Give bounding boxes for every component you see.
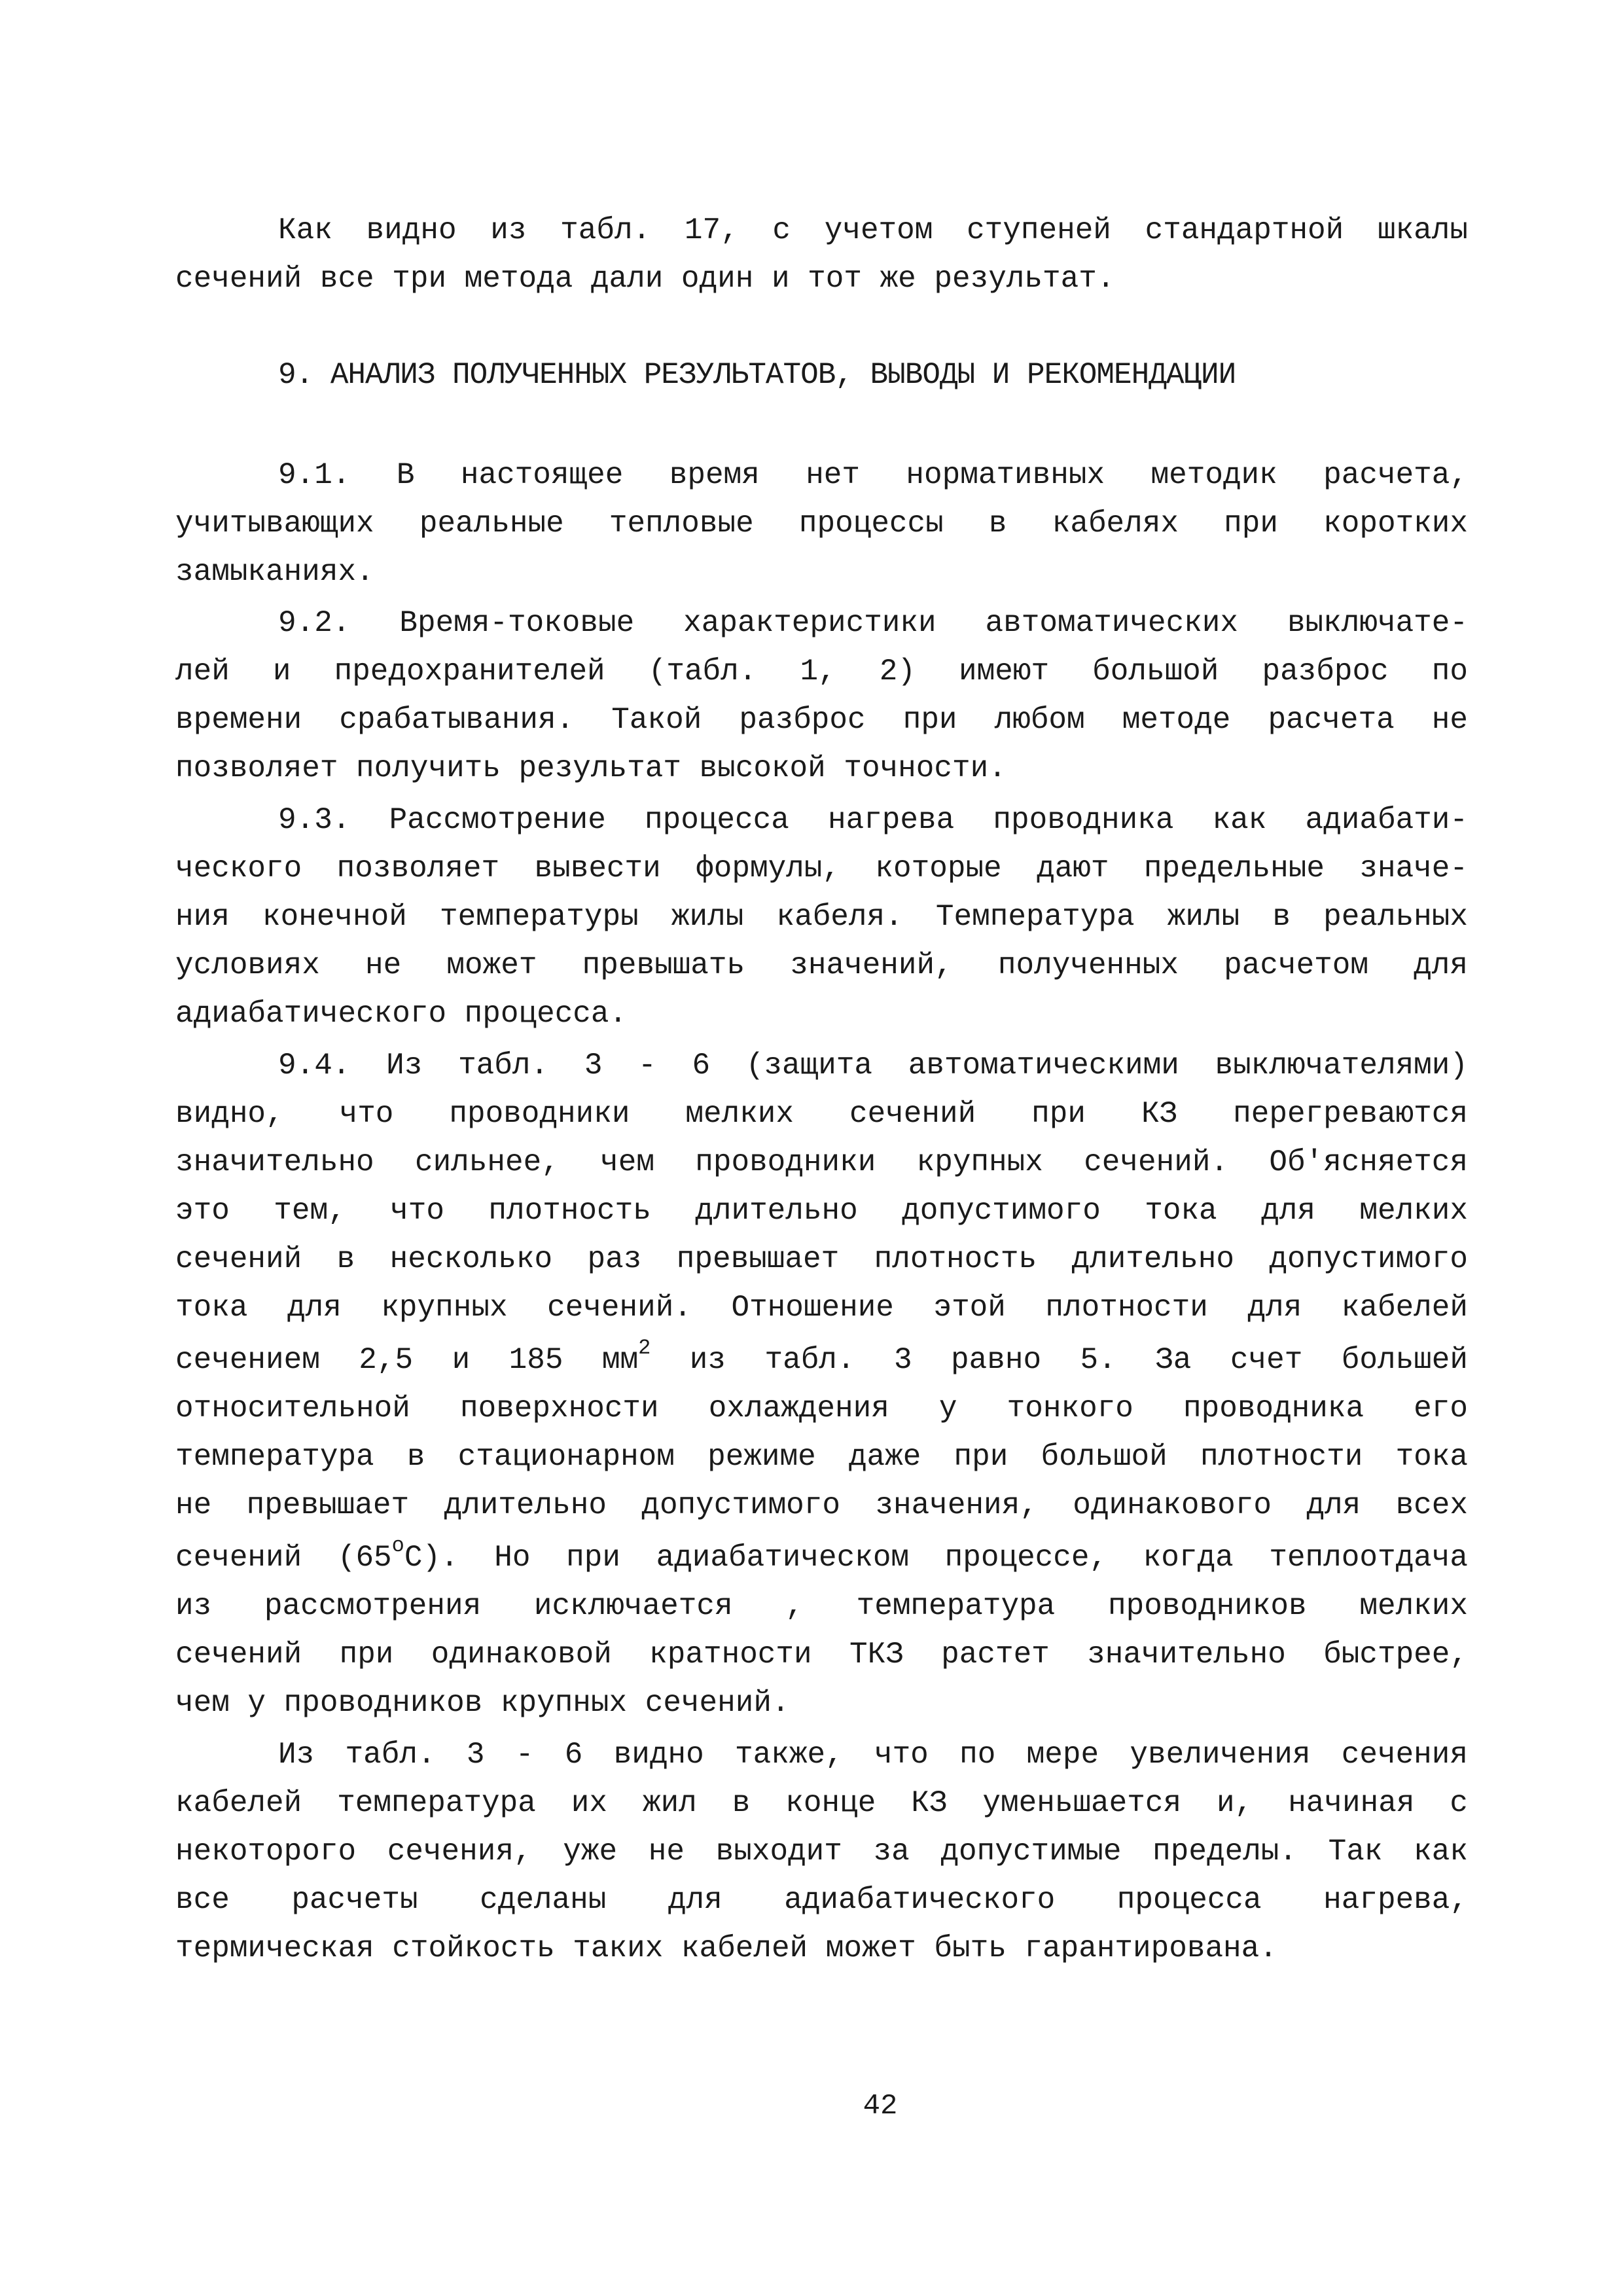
p94-line-10: не превышает длительно допустимого значения, одинакового для всех [175,1488,1468,1522]
p94-line-13: сечений при одинаковой кратности ТКЗ растет значительно быстрее, [175,1638,1468,1672]
p94-line-11-part-a: сечений (65 [175,1541,392,1575]
p94-line-9: температура в стационарном режиме даже при большой плотности тока [175,1440,1468,1474]
p95-line-5: термическая стойкость таких кабелей может быть гарантирована. [175,1931,1277,1965]
p94-line-12: из рассмотрения исключается , температура проводников мелких [175,1589,1468,1623]
page-number: 42 [863,2090,898,2123]
p91-line-3: замыканиях. [175,555,374,589]
p94-line-8: относительной поверхности охлаждения у тонкого проводника его [175,1391,1468,1426]
intro-line-2: сечений все три метода дали один и тот же результат. [175,262,1115,296]
p92-line-2: лей и предохранителей (табл. 1, 2) имеют большой разброс по [175,655,1468,689]
p95-line-2: кабелей температура их жил в конце КЗ уменьшается и, начиная с [175,1786,1468,1820]
p92-line-4: позволяет получить результат высокой точности. [175,751,1007,785]
p94-line-1: 9.4. Из табл. 3 - 6 (защита автоматическими выключателями) [278,1049,1468,1083]
p94-line-11-part-b: С). Но при адиабатическом процессе, когда теплоотдача [404,1541,1468,1575]
p94-line-7 [175,1336,1468,1378]
superscript-squared: 2 [638,1336,651,1360]
p92-line-1: 9.2. Время-токовые характеристики автоматических выключате- [278,606,1468,640]
p95-line-3: некоторого сечения, уже не выходит за допустимые пределы. Так как [175,1835,1468,1869]
p95-line-1: Из табл. 3 - 6 видно также, что по мере увеличения сечения [278,1738,1468,1772]
p93-line-2: ческого позволяет вывести формулы, которые дают предельные значе- [175,852,1468,886]
p94-line-7-part-b: из табл. 3 равно 5. За счет большей [651,1343,1468,1377]
p95-line-4: все расчеты сделаны для адиабатического процесса нагрева, [175,1883,1468,1917]
p92-line-3: времени срабатывания. Такой разброс при любом методе расчета не [175,703,1468,737]
p94-line-11 [175,1534,1468,1576]
p93-line-3: ния конечной температуры жилы кабеля. Температура жилы в реальных [175,900,1468,934]
p93-line-4: условиях не может превышать значений, полученных расчетом для [175,948,1468,982]
p91-line-2: учитывающих реальные тепловые процессы в кабелях при коротких [175,507,1468,541]
p94-line-7-part-a: сечением 2,5 и 185 мм [175,1343,639,1377]
p94-line-5: сечений в несколько раз превышает плотность длительно допустимого [175,1242,1468,1276]
superscript-degree: o [391,1534,404,1558]
intro-line-1: Как видно из табл. 17, с учетом ступеней стандартной шкалы [278,213,1468,247]
p94-line-2: видно, что проводники мелких сечений при КЗ перегреваются [175,1097,1468,1131]
p94-line-6: тока для крупных сечений. Отношение этой плотности для кабелей [175,1291,1468,1325]
p93-line-1: 9.3. Рассмотрение процесса нагрева проводника как адиабати- [278,803,1468,837]
section-heading: 9. АНАЛИЗ ПОЛУЧЕННЫХ РЕЗУЛЬТАТОВ, ВЫВОДЫ И РЕКОМЕНДАЦИИ [278,358,1236,392]
p94-line-14: чем у проводников крупных сечений. [175,1686,790,1720]
p94-line-3: значительно сильнее, чем проводники крупных сечений. Об'ясняется [175,1145,1468,1179]
p93-line-5: адиабатического процесса. [175,997,628,1031]
p94-line-4: это тем, что плотность длительно допустимого тока для мелких [175,1194,1468,1228]
p91-line-1: 9.1. В настоящее время нет нормативных методик расчета, [278,458,1468,492]
